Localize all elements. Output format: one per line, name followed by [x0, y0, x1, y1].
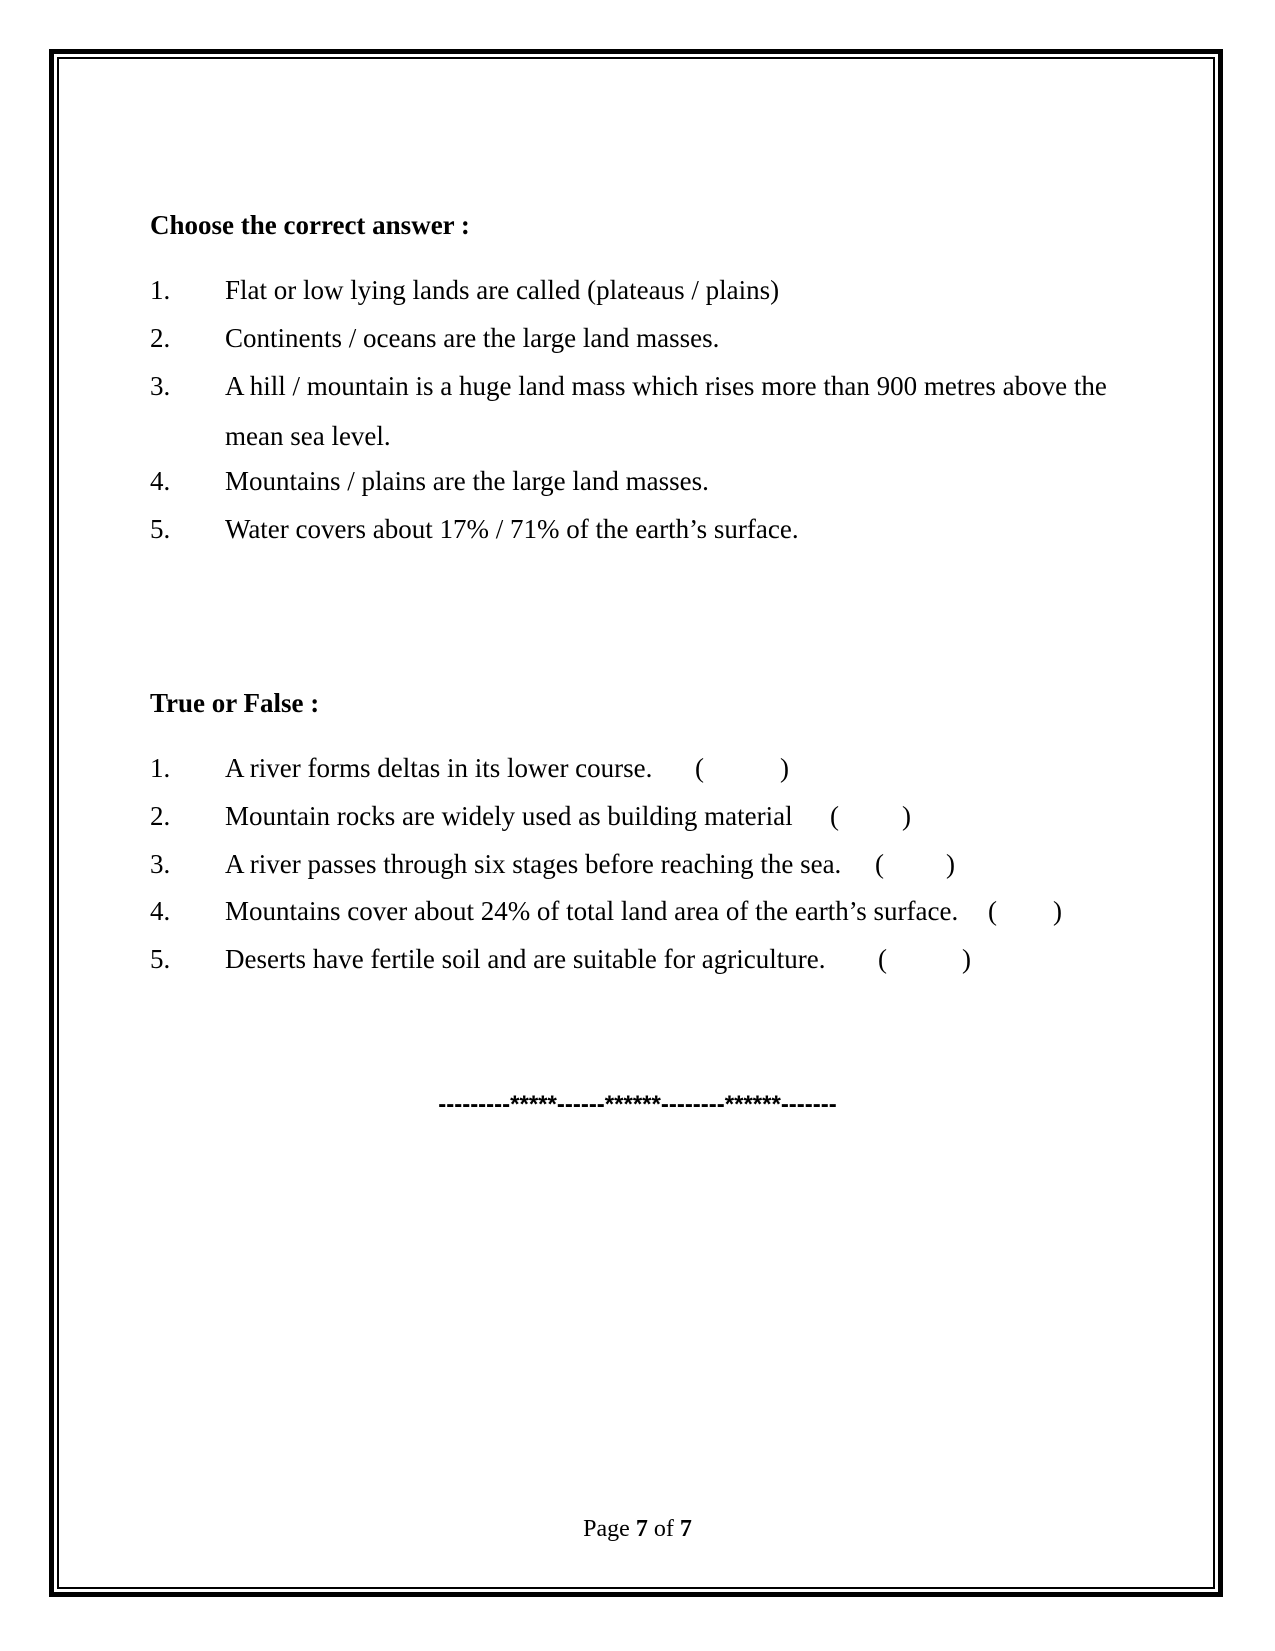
- page-of-label: of: [647, 1516, 680, 1542]
- item-number: 4.: [150, 896, 171, 926]
- item-text: A hill / mountain is a huge land mass which rises more than 900 metres above the mean sea level.: [225, 371, 1107, 451]
- item-text: A river forms deltas in its lower course.: [225, 753, 653, 783]
- end-separator: ---------*****------******--------******-------: [438, 1091, 837, 1118]
- total-page-number: 7: [679, 1516, 692, 1542]
- answer-paren-close: ): [780, 753, 789, 783]
- item-text: Mountain rocks are widely used as building material: [225, 801, 793, 831]
- answer-paren-open: (: [878, 944, 887, 974]
- answer-paren-close: ): [902, 801, 911, 831]
- item-number: 3.: [150, 371, 171, 401]
- answer-paren-close: ): [962, 944, 971, 974]
- section-heading-choose: Choose the correct answer :: [150, 210, 470, 240]
- answer-paren-open: (: [875, 849, 884, 879]
- answer-paren-close: ): [1053, 896, 1062, 926]
- item-number: 5.: [150, 944, 171, 974]
- section-heading-true-false: True or False :: [150, 688, 320, 718]
- answer-paren-open: (: [695, 753, 704, 783]
- current-page-number: 7: [635, 1516, 648, 1542]
- item-number: 2.: [150, 323, 171, 353]
- item-number: 1.: [150, 275, 171, 305]
- page-label: Page: [583, 1516, 636, 1542]
- item-number: 5.: [150, 514, 171, 544]
- item-text: Mountains / plains are the large land masses.: [225, 466, 709, 496]
- item-text: Mountains cover about 24% of total land area of the earth’s surface.: [225, 896, 959, 926]
- item-number: 1.: [150, 753, 171, 783]
- item-text: Water covers about 17% / 71% of the earth’s surface.: [225, 514, 799, 544]
- page-footer: [0, 1517, 1275, 1541]
- item-number: 3.: [150, 849, 171, 879]
- item-number: 2.: [150, 801, 171, 831]
- item-text: Deserts have fertile soil and are suitable for agriculture.: [225, 944, 826, 974]
- answer-paren-open: (: [988, 896, 997, 926]
- answer-paren-open: (: [830, 801, 839, 831]
- item-text: Flat or low lying lands are called (plateaus / plains): [225, 275, 780, 305]
- item-text: Continents / oceans are the large land masses.: [225, 323, 720, 353]
- item-text: A river passes through six stages before reaching the sea.: [225, 849, 842, 879]
- answer-paren-close: ): [946, 849, 955, 879]
- item-number: 4.: [150, 466, 171, 496]
